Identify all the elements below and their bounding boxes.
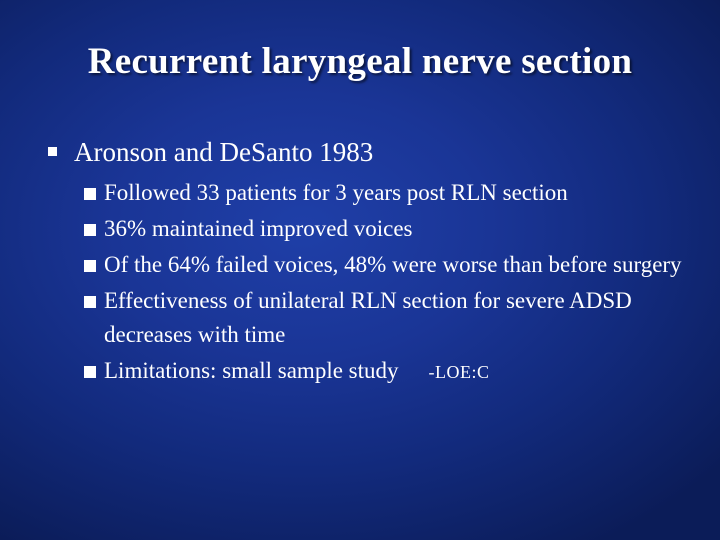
sub-bullet-item — [84, 248, 704, 282]
sub-bullet-item — [84, 354, 704, 389]
square-bullet-icon — [84, 260, 96, 272]
sub-bullet-list — [84, 176, 704, 391]
loe-note: -LOE:C — [428, 362, 490, 382]
sub-bullet-item — [84, 284, 704, 352]
sub-bullet-text: 36% maintained improved voices — [104, 216, 413, 241]
sub-bullet-item — [84, 212, 704, 246]
square-bullet-icon — [84, 296, 96, 308]
sub-bullet-text: Effectiveness of unilateral RLN section for severe ADSD decreases with time — [104, 288, 632, 347]
main-bullet-text: Aronson and DeSanto 1983 — [74, 137, 374, 167]
limitations-text: Limitations: small sample study — [104, 358, 399, 383]
sub-bullet-text: Of the 64% failed voices, 48% were worse than before surgery — [104, 252, 682, 277]
square-bullet-icon — [84, 366, 96, 378]
sub-bullet-text: Followed 33 patients for 3 years post RLN section — [104, 180, 568, 205]
sub-bullet-text — [104, 354, 704, 389]
square-bullet-icon — [84, 188, 96, 200]
slide-title: Recurrent laryngeal nerve section — [87, 41, 633, 82]
square-bullet-icon — [48, 147, 57, 156]
sub-bullet-item — [84, 176, 704, 210]
square-bullet-icon — [84, 224, 96, 236]
